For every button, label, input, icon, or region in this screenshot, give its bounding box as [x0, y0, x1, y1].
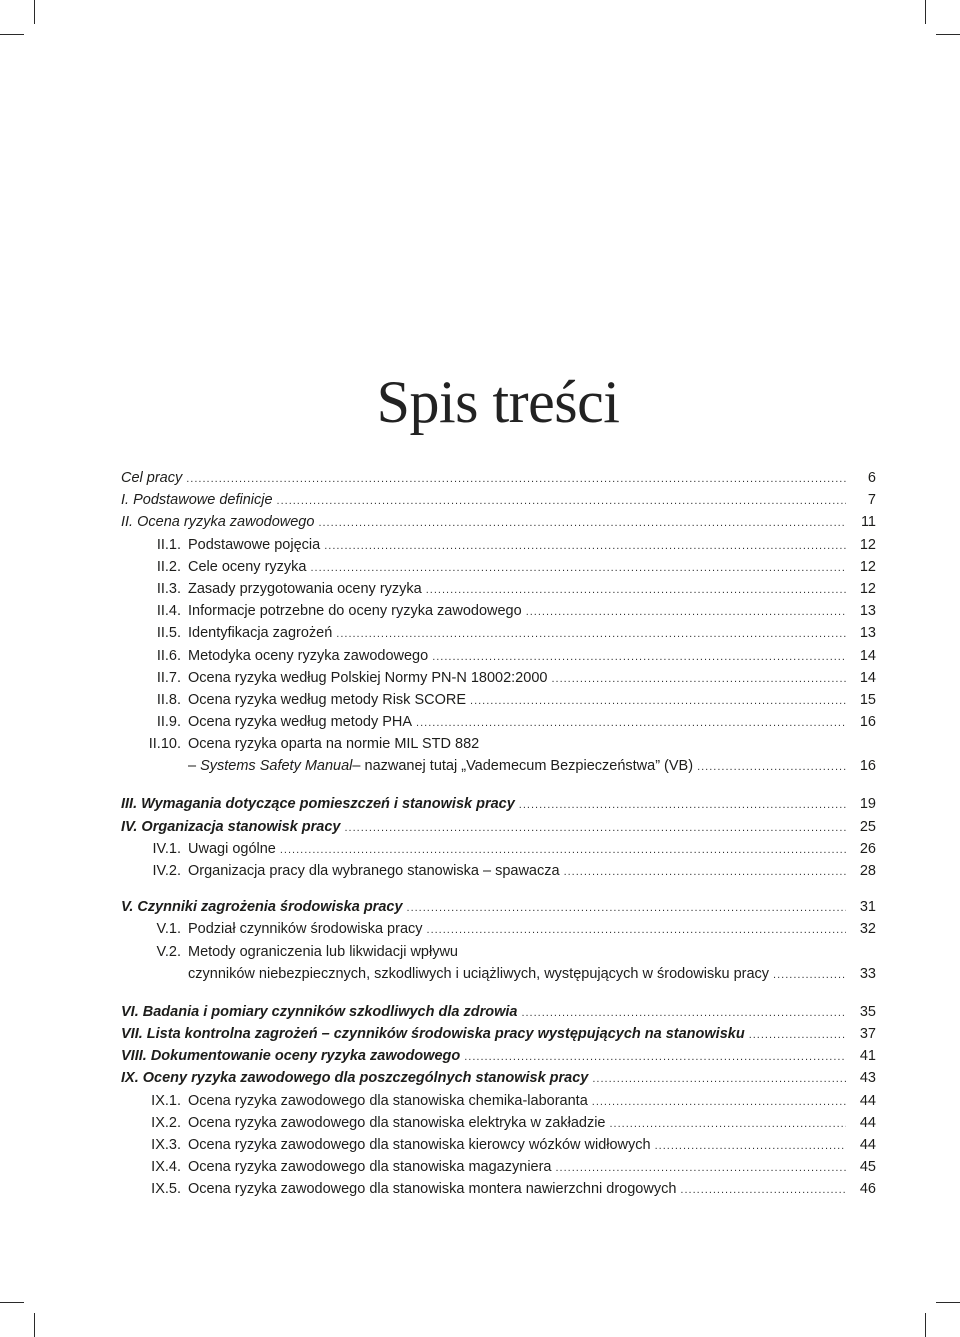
toc-page-number: 12 — [859, 558, 876, 575]
toc-label: IV. Organizacja stanowisk pracy — [121, 818, 341, 835]
toc-label-rest: – nazwanej tutaj „Vademecum Bezpieczeństwa” (VB) — [352, 758, 694, 775]
toc-entry[interactable] — [121, 1004, 876, 1026]
crop-mark-top-left-h — [0, 34, 24, 35]
toc-number: IV.2. — [152, 863, 181, 879]
toc-label-italic: Systems Safety Manual — [200, 758, 353, 775]
toc-entry[interactable] — [121, 1093, 876, 1115]
toc-entry[interactable] — [121, 1048, 876, 1070]
toc-page-number: 28 — [859, 863, 876, 879]
toc-page-number: 31 — [859, 899, 876, 916]
toc-page-number: 46 — [859, 1181, 876, 1198]
toc-page-number: 7 — [867, 492, 876, 509]
toc-page-number: 13 — [859, 625, 876, 642]
toc-entry[interactable] — [121, 648, 876, 670]
toc-leader — [344, 822, 846, 834]
toc-label: Uwagi ogólne — [188, 840, 276, 857]
toc-number: II.9. — [156, 714, 181, 731]
toc-label: Metodyka oceny ryzyka zawodowego — [188, 647, 429, 664]
toc-leader — [519, 799, 846, 811]
toc-entry[interactable] — [121, 514, 876, 536]
crop-mark-top-right-h — [936, 34, 960, 35]
toc-leader — [470, 695, 846, 707]
toc-number: II.3. — [156, 580, 181, 597]
toc-label: Zasady przygotowania oceny ryzyka — [188, 580, 422, 597]
toc-leader — [592, 1096, 846, 1108]
toc-label: Identyfikacja zagrożeń — [188, 625, 333, 642]
toc-entry[interactable] — [121, 1137, 876, 1159]
toc-leader — [324, 540, 846, 552]
toc-label-continuation: czynników niebezpiecznych, szkodliwych i uciążliwych, występujących w środowisku pracy — [188, 965, 770, 982]
toc-number: IX.5. — [151, 1181, 181, 1198]
toc-leader — [407, 902, 846, 914]
toc-entry[interactable] — [121, 670, 876, 692]
toc-leader — [318, 517, 846, 529]
toc-label: V. Czynniki zagrożenia środowiska pracy — [121, 899, 403, 916]
toc-label: VII. Lista kontrolna zagrożeń – czynników środowiska pracy występujących na stanowisku — [121, 1025, 745, 1042]
toc-entry[interactable] — [121, 603, 876, 625]
toc-label: VIII. Dokumentowanie oceny ryzyka zawodowego — [121, 1048, 461, 1065]
toc-number: II.4. — [156, 603, 181, 620]
toc-number: II.2. — [156, 558, 181, 575]
toc-page-number: 37 — [859, 1025, 876, 1042]
toc-entry[interactable] — [121, 1026, 876, 1048]
toc-entry-continuation[interactable] — [121, 758, 876, 782]
toc-leader — [277, 495, 846, 507]
toc-label: Ocena ryzyka zawodowego dla stanowiska chemika-laboranta — [188, 1092, 588, 1109]
toc-label: Podstawowe pojęcia — [188, 536, 321, 553]
toc-number: V.1. — [156, 921, 181, 938]
toc-leader — [280, 844, 846, 856]
toc-label: Ocena ryzyka zawodowego dla stanowiska kierowcy wózków widłowych — [188, 1136, 651, 1153]
toc-label: Ocena ryzyka zawodowego dla stanowiska elektryka w zakładzie — [188, 1114, 606, 1131]
toc-page-number: 26 — [859, 840, 876, 857]
toc-leader — [680, 1184, 846, 1196]
crop-mark-bottom-right-h — [936, 1302, 960, 1303]
toc-number: II.7. — [156, 669, 181, 686]
toc-label: Cel pracy — [121, 470, 183, 486]
toc-leader — [609, 1118, 846, 1130]
toc-number: IX.4. — [151, 1159, 181, 1176]
toc-label: Ocena ryzyka według metody PHA — [188, 714, 413, 731]
toc-entry[interactable] — [121, 921, 876, 943]
toc-page-number: 33 — [859, 965, 876, 982]
toc-label: Metody ograniczenia lub likwidacji wpływu — [188, 943, 458, 960]
toc-leader — [564, 866, 846, 878]
toc-number: V.2. — [156, 943, 181, 960]
toc-page-number: 44 — [859, 1092, 876, 1109]
toc-page-number: 16 — [859, 714, 876, 731]
toc-leader — [310, 562, 846, 574]
crop-mark-top-left-v — [34, 0, 35, 24]
toc-label: III. Wymagania dotyczące pomieszczeń i stanowisk pracy — [121, 796, 515, 813]
toc-label-continuation — [121, 758, 693, 774]
toc-page-number: 16 — [859, 758, 876, 775]
toc-entry[interactable] — [121, 1115, 876, 1137]
toc-label: I. Podstawowe definicje — [121, 492, 273, 509]
toc-entry[interactable] — [121, 736, 876, 758]
toc-leader — [521, 1007, 846, 1019]
toc-page-number: 32 — [859, 921, 876, 938]
toc-page-number: 6 — [867, 470, 876, 486]
toc-leader — [416, 717, 846, 729]
page-title: Spis treści — [376, 369, 620, 436]
toc-dash: – — [188, 758, 201, 775]
toc-entry[interactable] — [121, 944, 876, 966]
toc-number: II.5. — [156, 625, 181, 642]
toc-label: Ocena ryzyka oparta na normie MIL STD 882 — [188, 736, 480, 753]
toc-entry[interactable] — [121, 537, 876, 559]
toc-page-number: 25 — [859, 818, 876, 835]
toc-label: Podział czynników środowiska pracy — [188, 921, 423, 938]
toc-page-number: 45 — [859, 1159, 876, 1176]
toc-page-number: 13 — [859, 603, 876, 620]
toc-label: II. Ocena ryzyka zawodowego — [121, 514, 315, 531]
toc-label: Ocena ryzyka według metody Risk SCORE — [188, 691, 467, 708]
toc-entry[interactable] — [121, 1181, 876, 1203]
crop-mark-bottom-left-v — [34, 1313, 35, 1337]
toc-page-number: 35 — [859, 1003, 876, 1020]
toc-number: II.10. — [148, 736, 181, 753]
toc-number: IV.1. — [152, 840, 181, 857]
toc-leader — [773, 969, 846, 981]
toc-label: Ocena ryzyka zawodowego dla stanowiska magazyniera — [188, 1159, 552, 1176]
toc-page-number: 44 — [859, 1114, 876, 1131]
toc-label: Ocena ryzyka według Polskiej Normy PN-N 18002:2000 — [188, 669, 548, 686]
toc-leader — [697, 761, 846, 773]
toc-entry[interactable] — [121, 819, 876, 841]
toc-number: II.8. — [156, 691, 181, 708]
toc-entry[interactable] — [121, 625, 876, 647]
toc-entry[interactable] — [121, 1159, 876, 1181]
toc-entry[interactable] — [121, 863, 876, 885]
toc-label: IX. Oceny ryzyka zawodowego dla poszczególnych stanowisk pracy — [121, 1070, 589, 1087]
toc-label: Organizacja pracy dla wybranego stanowiska – spawacza — [188, 863, 560, 879]
toc-page-number: 11 — [860, 514, 876, 531]
toc-entry[interactable] — [121, 492, 876, 514]
crop-mark-bottom-left-h — [0, 1302, 24, 1303]
toc-page-number: 15 — [859, 691, 876, 708]
crop-mark-top-right-v — [925, 0, 926, 24]
toc-page-number: 41 — [859, 1048, 876, 1065]
toc-page-number: 12 — [859, 580, 876, 597]
toc-leader — [592, 1073, 846, 1085]
toc-leader — [426, 584, 846, 596]
toc-leader — [432, 651, 846, 663]
toc-label: VI. Badania i pomiary czynników szkodliwych dla zdrowia — [121, 1003, 518, 1020]
toc-entry[interactable] — [121, 692, 876, 714]
toc-number: II.6. — [156, 647, 181, 664]
toc-entry[interactable] — [121, 1070, 876, 1092]
toc-entry[interactable] — [121, 559, 876, 581]
toc-label: Ocena ryzyka zawodowego dla stanowiska montera nawierzchni drogowych — [188, 1181, 677, 1198]
toc-leader — [427, 924, 846, 936]
toc-entry[interactable] — [121, 714, 876, 736]
toc-leader — [336, 628, 846, 640]
toc-label: Cele oceny ryzyka — [188, 558, 307, 575]
toc-leader — [526, 606, 846, 618]
toc-number: IX.2. — [151, 1114, 181, 1131]
toc-page-number: 14 — [859, 647, 876, 664]
toc-label: Informacje potrzebne do oceny ryzyka zawodowego — [188, 603, 522, 620]
toc-entry[interactable] — [121, 796, 876, 818]
toc-page-number: 14 — [859, 669, 876, 686]
toc-leader — [186, 473, 846, 485]
toc-page-number: 19 — [859, 796, 876, 813]
toc-leader — [749, 1029, 846, 1041]
toc-number: IX.3. — [151, 1136, 181, 1153]
toc-entry[interactable] — [121, 581, 876, 603]
toc-leader — [655, 1140, 846, 1152]
toc-number: IX.1. — [151, 1092, 181, 1109]
toc-entry[interactable] — [121, 841, 876, 863]
toc-page-number: 44 — [859, 1136, 876, 1153]
crop-mark-bottom-right-v — [925, 1313, 926, 1337]
toc-leader — [551, 673, 846, 685]
toc-entry[interactable] — [121, 899, 876, 921]
toc-number: II.1. — [156, 536, 181, 553]
table-of-contents — [121, 470, 876, 1203]
toc-page-number: 43 — [859, 1070, 876, 1087]
toc-entry-continuation[interactable] — [121, 966, 876, 990]
toc-leader — [464, 1051, 846, 1063]
toc-leader — [556, 1162, 847, 1174]
toc-entry[interactable] — [121, 470, 876, 492]
toc-page-number: 12 — [859, 536, 876, 553]
